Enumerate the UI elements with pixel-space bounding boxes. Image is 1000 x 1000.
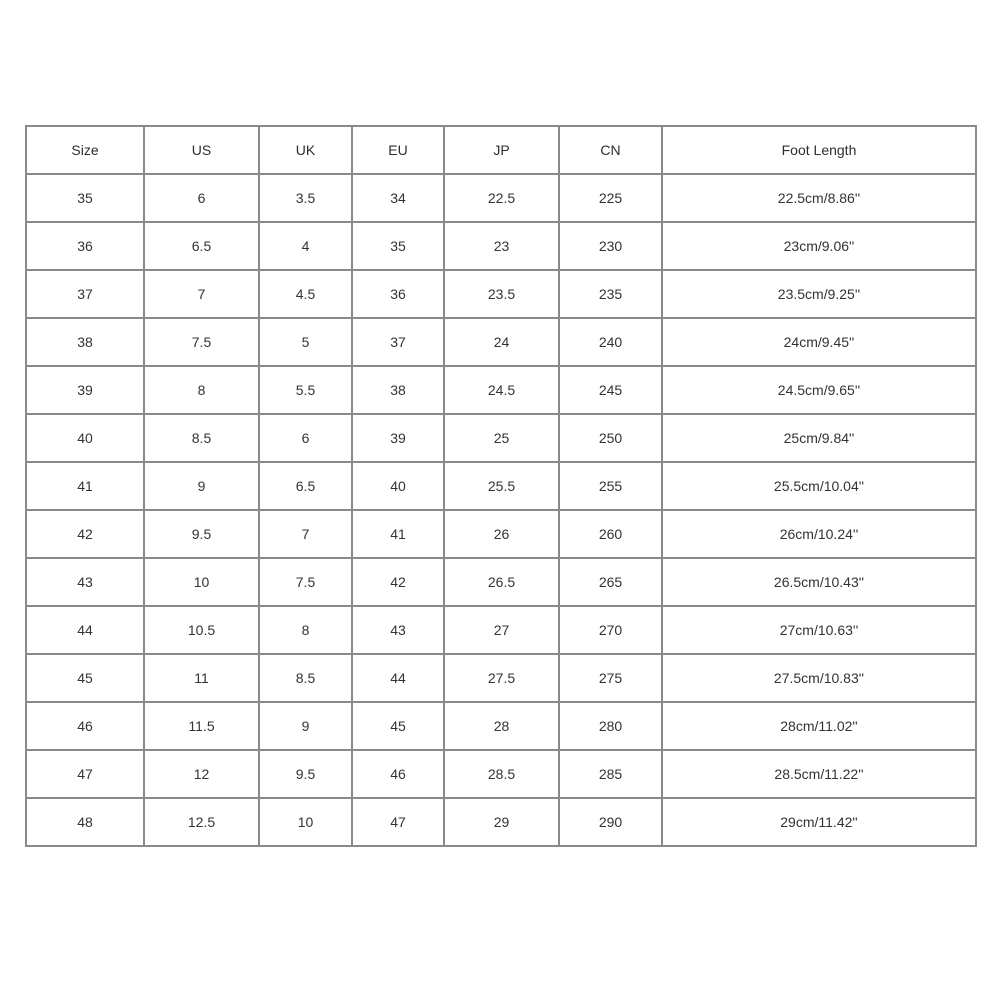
cell-size: 44 [26, 606, 144, 654]
cell-eu: 47 [352, 798, 444, 846]
cell-jp: 28 [444, 702, 559, 750]
table-header-row [26, 126, 976, 174]
cell-cn: 255 [559, 462, 662, 510]
cell-eu: 44 [352, 654, 444, 702]
cell-us: 8 [144, 366, 259, 414]
cell-jp: 24 [444, 318, 559, 366]
cell-jp: 25.5 [444, 462, 559, 510]
cell-foot-length: 27.5cm/10.83'' [662, 654, 976, 702]
cell-us: 9 [144, 462, 259, 510]
table-row [26, 558, 976, 606]
cell-uk: 6 [259, 414, 352, 462]
cell-us: 11 [144, 654, 259, 702]
table-row [26, 462, 976, 510]
cell-jp: 23.5 [444, 270, 559, 318]
cell-foot-length: 23cm/9.06'' [662, 222, 976, 270]
cell-jp: 23 [444, 222, 559, 270]
cell-eu: 38 [352, 366, 444, 414]
cell-jp: 26 [444, 510, 559, 558]
cell-cn: 275 [559, 654, 662, 702]
cell-cn: 280 [559, 702, 662, 750]
cell-eu: 35 [352, 222, 444, 270]
table-row [26, 318, 976, 366]
cell-cn: 285 [559, 750, 662, 798]
cell-foot-length: 28cm/11.02'' [662, 702, 976, 750]
cell-jp: 22.5 [444, 174, 559, 222]
header-uk: UK [259, 126, 352, 174]
size-chart-table [25, 125, 977, 847]
cell-foot-length: 22.5cm/8.86'' [662, 174, 976, 222]
cell-us: 6.5 [144, 222, 259, 270]
cell-foot-length: 26cm/10.24'' [662, 510, 976, 558]
cell-size: 42 [26, 510, 144, 558]
header-jp: JP [444, 126, 559, 174]
cell-size: 36 [26, 222, 144, 270]
table-row [26, 174, 976, 222]
cell-size: 43 [26, 558, 144, 606]
cell-foot-length: 24.5cm/9.65'' [662, 366, 976, 414]
cell-jp: 27 [444, 606, 559, 654]
table-row [26, 510, 976, 558]
cell-us: 6 [144, 174, 259, 222]
cell-us: 10 [144, 558, 259, 606]
cell-jp: 24.5 [444, 366, 559, 414]
cell-jp: 29 [444, 798, 559, 846]
cell-us: 12 [144, 750, 259, 798]
cell-eu: 45 [352, 702, 444, 750]
cell-eu: 37 [352, 318, 444, 366]
cell-size: 45 [26, 654, 144, 702]
header-foot-length: Foot Length [662, 126, 976, 174]
cell-eu: 40 [352, 462, 444, 510]
cell-eu: 36 [352, 270, 444, 318]
table-row [26, 606, 976, 654]
cell-uk: 10 [259, 798, 352, 846]
cell-cn: 260 [559, 510, 662, 558]
header-eu: EU [352, 126, 444, 174]
cell-size: 38 [26, 318, 144, 366]
cell-eu: 42 [352, 558, 444, 606]
cell-uk: 9 [259, 702, 352, 750]
cell-size: 41 [26, 462, 144, 510]
cell-eu: 34 [352, 174, 444, 222]
cell-uk: 7.5 [259, 558, 352, 606]
cell-jp: 27.5 [444, 654, 559, 702]
cell-eu: 46 [352, 750, 444, 798]
table-row [26, 270, 976, 318]
cell-us: 9.5 [144, 510, 259, 558]
cell-cn: 270 [559, 606, 662, 654]
table-row [26, 222, 976, 270]
cell-cn: 240 [559, 318, 662, 366]
cell-foot-length: 28.5cm/11.22'' [662, 750, 976, 798]
cell-us: 7.5 [144, 318, 259, 366]
table-row [26, 366, 976, 414]
cell-foot-length: 23.5cm/9.25'' [662, 270, 976, 318]
cell-foot-length: 24cm/9.45'' [662, 318, 976, 366]
cell-us: 11.5 [144, 702, 259, 750]
cell-uk: 3.5 [259, 174, 352, 222]
cell-cn: 245 [559, 366, 662, 414]
cell-uk: 4.5 [259, 270, 352, 318]
cell-size: 47 [26, 750, 144, 798]
cell-cn: 290 [559, 798, 662, 846]
cell-jp: 26.5 [444, 558, 559, 606]
cell-uk: 8 [259, 606, 352, 654]
header-us: US [144, 126, 259, 174]
cell-jp: 25 [444, 414, 559, 462]
cell-jp: 28.5 [444, 750, 559, 798]
header-size: Size [26, 126, 144, 174]
cell-eu: 41 [352, 510, 444, 558]
cell-us: 12.5 [144, 798, 259, 846]
cell-us: 8.5 [144, 414, 259, 462]
cell-foot-length: 25.5cm/10.04'' [662, 462, 976, 510]
header-cn: CN [559, 126, 662, 174]
cell-foot-length: 27cm/10.63'' [662, 606, 976, 654]
table-row [26, 414, 976, 462]
cell-uk: 7 [259, 510, 352, 558]
cell-cn: 250 [559, 414, 662, 462]
cell-size: 35 [26, 174, 144, 222]
cell-uk: 6.5 [259, 462, 352, 510]
table-body [26, 174, 976, 846]
cell-eu: 43 [352, 606, 444, 654]
cell-uk: 8.5 [259, 654, 352, 702]
cell-foot-length: 29cm/11.42'' [662, 798, 976, 846]
cell-size: 48 [26, 798, 144, 846]
table-row [26, 654, 976, 702]
cell-eu: 39 [352, 414, 444, 462]
cell-foot-length: 26.5cm/10.43'' [662, 558, 976, 606]
cell-us: 7 [144, 270, 259, 318]
cell-size: 37 [26, 270, 144, 318]
cell-uk: 5.5 [259, 366, 352, 414]
cell-size: 46 [26, 702, 144, 750]
cell-uk: 5 [259, 318, 352, 366]
cell-cn: 235 [559, 270, 662, 318]
table-row [26, 702, 976, 750]
table-row [26, 798, 976, 846]
cell-cn: 265 [559, 558, 662, 606]
cell-uk: 9.5 [259, 750, 352, 798]
cell-foot-length: 25cm/9.84'' [662, 414, 976, 462]
cell-cn: 230 [559, 222, 662, 270]
cell-uk: 4 [259, 222, 352, 270]
table-row [26, 750, 976, 798]
cell-size: 39 [26, 366, 144, 414]
cell-us: 10.5 [144, 606, 259, 654]
cell-size: 40 [26, 414, 144, 462]
cell-cn: 225 [559, 174, 662, 222]
